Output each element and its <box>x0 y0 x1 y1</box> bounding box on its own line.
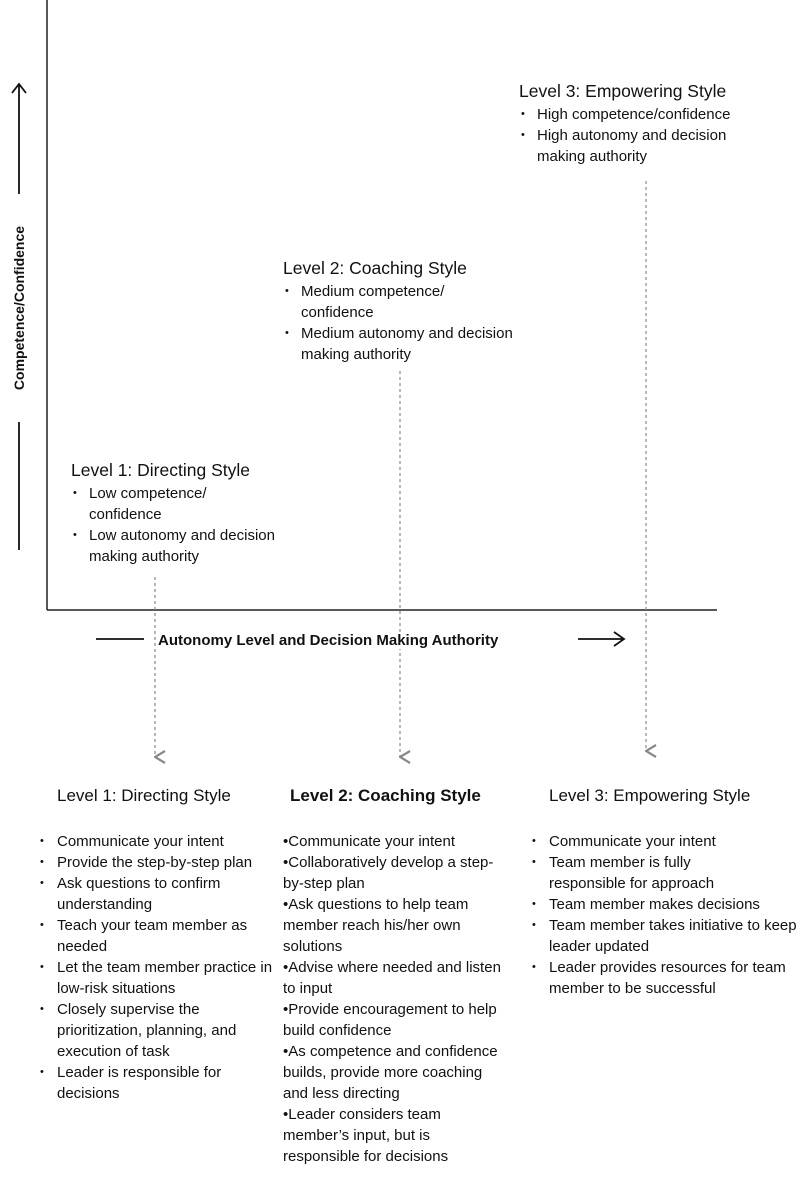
level-3-point: • High autonomy and decision making authority <box>519 125 772 167</box>
column-1-item: • Teach your team member as needed <box>37 915 273 957</box>
column-2-title: Level 2: Coaching Style <box>290 786 481 805</box>
column-1-item: • Leader is responsible for decisions <box>37 1062 273 1104</box>
level-2-point: • Medium autonomy and decision making authority <box>283 323 521 365</box>
level-1-title: Level 1: Directing Style <box>71 460 250 480</box>
level-3-points <box>519 104 779 167</box>
column-1-item: • Closely supervise the prioritization, planning, and execution of task <box>37 999 273 1062</box>
level-2-title: Level 2: Coaching Style <box>283 258 467 278</box>
level-2-point: • Medium competence/ confidence <box>283 281 491 323</box>
column-2-item: • Provide encouragement to help build confidence <box>283 999 503 1041</box>
column-3-title: Level 3: Empowering Style <box>549 786 751 805</box>
level-3-title: Level 3: Empowering Style <box>519 81 727 101</box>
level-3-box <box>519 80 779 167</box>
column-3-item: • Communicate your intent <box>529 831 809 852</box>
level-2-points <box>283 281 523 365</box>
column-1-item: • Let the team member practice in low-risk situations <box>37 957 273 999</box>
column-2-list <box>283 831 503 1167</box>
column-2-item: • Communicate your intent <box>283 831 503 852</box>
level-1-point: • Low competence/ confidence <box>71 483 259 525</box>
level-1-box <box>71 459 311 567</box>
column-2-item: • Leader considers team member’s input, but is responsible for decisions <box>283 1104 503 1167</box>
column-3-item: • Leader provides resources for team member to be successful <box>529 957 811 999</box>
column-1-item: • Provide the step-by-step plan <box>37 852 273 873</box>
level-3-point: • High competence/confidence <box>519 104 787 125</box>
column-1-item: • Communicate your intent <box>37 831 273 852</box>
level-2-box <box>283 257 523 365</box>
column-3-item: • Team member is fully responsible for approach <box>529 852 769 894</box>
level-1-point: • Low autonomy and decision making authority <box>71 525 279 567</box>
column-2-item: • Advise where needed and listen to input <box>283 957 503 999</box>
level-1-points <box>71 483 311 567</box>
column-1-list <box>37 831 273 1104</box>
y-axis-label: Competence/Confidence <box>11 225 27 391</box>
column-1-title: Level 1: Directing Style <box>57 786 231 805</box>
column-3-list <box>529 831 809 999</box>
column-2-item: • Collaboratively develop a step-by-step plan <box>283 852 503 894</box>
column-1-item: • Ask questions to confirm understanding <box>37 873 273 915</box>
column-3-item: • Team member makes decisions <box>529 894 809 915</box>
column-2-item: • As competence and confidence builds, provide more coaching and less directing <box>283 1041 503 1104</box>
column-3-item: • Team member takes initiative to keep leader updated <box>529 915 811 957</box>
x-axis-label: Autonomy Level and Decision Making Authority <box>158 632 499 649</box>
column-2-item: • Ask questions to help team member reach his/her own solutions <box>283 894 503 957</box>
